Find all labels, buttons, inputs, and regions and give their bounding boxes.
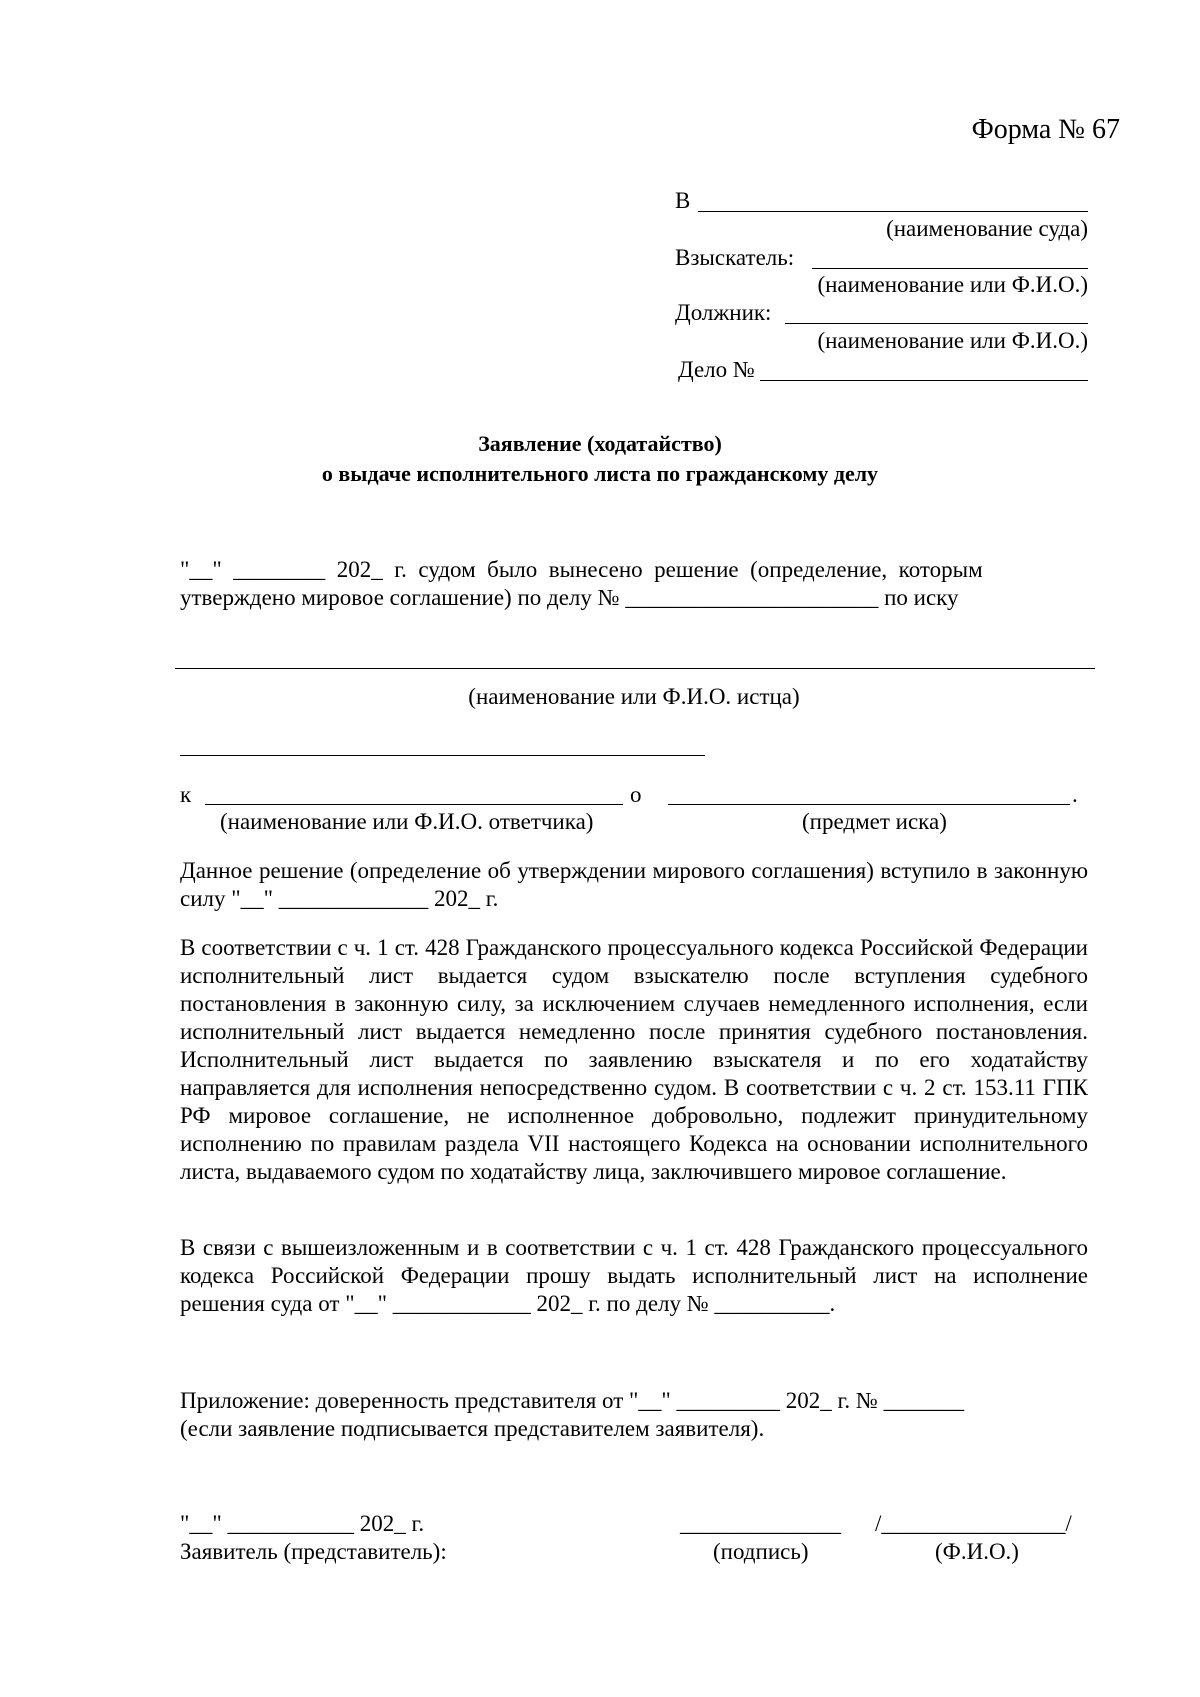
case-number-line	[760, 380, 1088, 381]
name-caption: (Ф.И.О.)	[935, 1539, 1019, 1564]
signature-caption: (подпись)	[713, 1539, 809, 1564]
claimant-line	[812, 268, 1088, 269]
paragraph-law	[180, 934, 1088, 1186]
document-subtitle: о выдаче исполнительного листа по гражданскому делу	[321, 461, 879, 486]
plaintiff-line-continued	[180, 755, 705, 756]
defendant-caption: (наименование или Ф.И.О. ответчика)	[220, 809, 594, 834]
court-prefix: В	[675, 188, 691, 213]
to-prefix: к	[180, 782, 192, 807]
intro-line-2: утверждено мировое соглашение) по делу № ______________________ по иску	[180, 585, 959, 610]
plaintiff-line	[175, 668, 1095, 669]
plaintiff-caption: (наименование или Ф.И.О. истца)	[468, 684, 800, 709]
claimant-caption: (наименование или Ф.И.О.)	[817, 272, 1088, 297]
case-label: Дело №	[678, 357, 755, 382]
form-number: Форма № 67	[971, 114, 1120, 145]
subject-line	[668, 804, 1070, 805]
name-blank: /________________/	[875, 1511, 1072, 1536]
attachment-line: Приложение: доверенность представителя от "__" _________ 202_ г. № _______	[180, 1388, 965, 1413]
court-name-line	[698, 211, 1088, 212]
paragraph-request-text: В связи с вышеизложенным и в соответствии с ч. 1 ст. 428 Гражданского процессуального кодекса Российской Федерации прошу выдать исполнительный лист на исполнение решения суда от "__" ____________ 202_ г. по делу № __________.	[180, 1235, 1088, 1316]
subject-caption: (предмет иска)	[802, 809, 947, 834]
claimant-label: Взыскатель:	[675, 245, 795, 270]
debtor-line	[785, 323, 1088, 324]
debtor-caption: (наименование или Ф.И.О.)	[817, 328, 1088, 353]
debtor-label: Должник:	[675, 300, 772, 325]
applicant-label: Заявитель (представитель):	[180, 1539, 447, 1564]
paragraph-request	[180, 1234, 1088, 1318]
court-caption: (наименование суда)	[886, 216, 1088, 241]
signature-date: "__" ___________ 202_ г.	[180, 1511, 425, 1536]
paragraph-effect-text: Данное решение (определение об утверждении мирового соглашения) вступило в законную силу "__" _____________ 202_ г.	[180, 858, 1088, 911]
paragraph-effect	[180, 857, 1088, 913]
document-title: Заявление (ходатайство)	[478, 431, 722, 456]
attachment-note: (если заявление подписывается представителем заявителя).	[180, 1416, 765, 1441]
paragraph-law-text: В соответствии с ч. 1 ст. 428 Гражданского процессуального кодекса Российской Федерации исполнительный лист выдается судом взыскателю после вступления судебного постановления в законную силу, за исключением случаев немедленного исполнения, если исполнительный лист выдается немедленно после принятия судебного постановления. Исполнительный лист выдается по заявлению взыскателя и по его ходатайству направляется для исполнения непосредственно судом. В соответствии с ч. 2 ст. 153.11 ГПК РФ мировое соглашение, не исполненное добровольно, подлежит принудительному исполнению по правилам раздела VII настоящего Кодекса на основании исполнительного листа, выдаваемого судом по ходатайству лица, заключившего мировое соглашение.	[180, 935, 1088, 1184]
defendant-line	[205, 804, 623, 805]
subject-line-dot: .	[1072, 782, 1078, 807]
signature-blank: ______________	[680, 1511, 841, 1536]
about-prefix: о	[630, 782, 642, 807]
intro-line-1: "__" ________ 202_ г. судом было вынесено решение (определение, которым	[180, 557, 983, 582]
